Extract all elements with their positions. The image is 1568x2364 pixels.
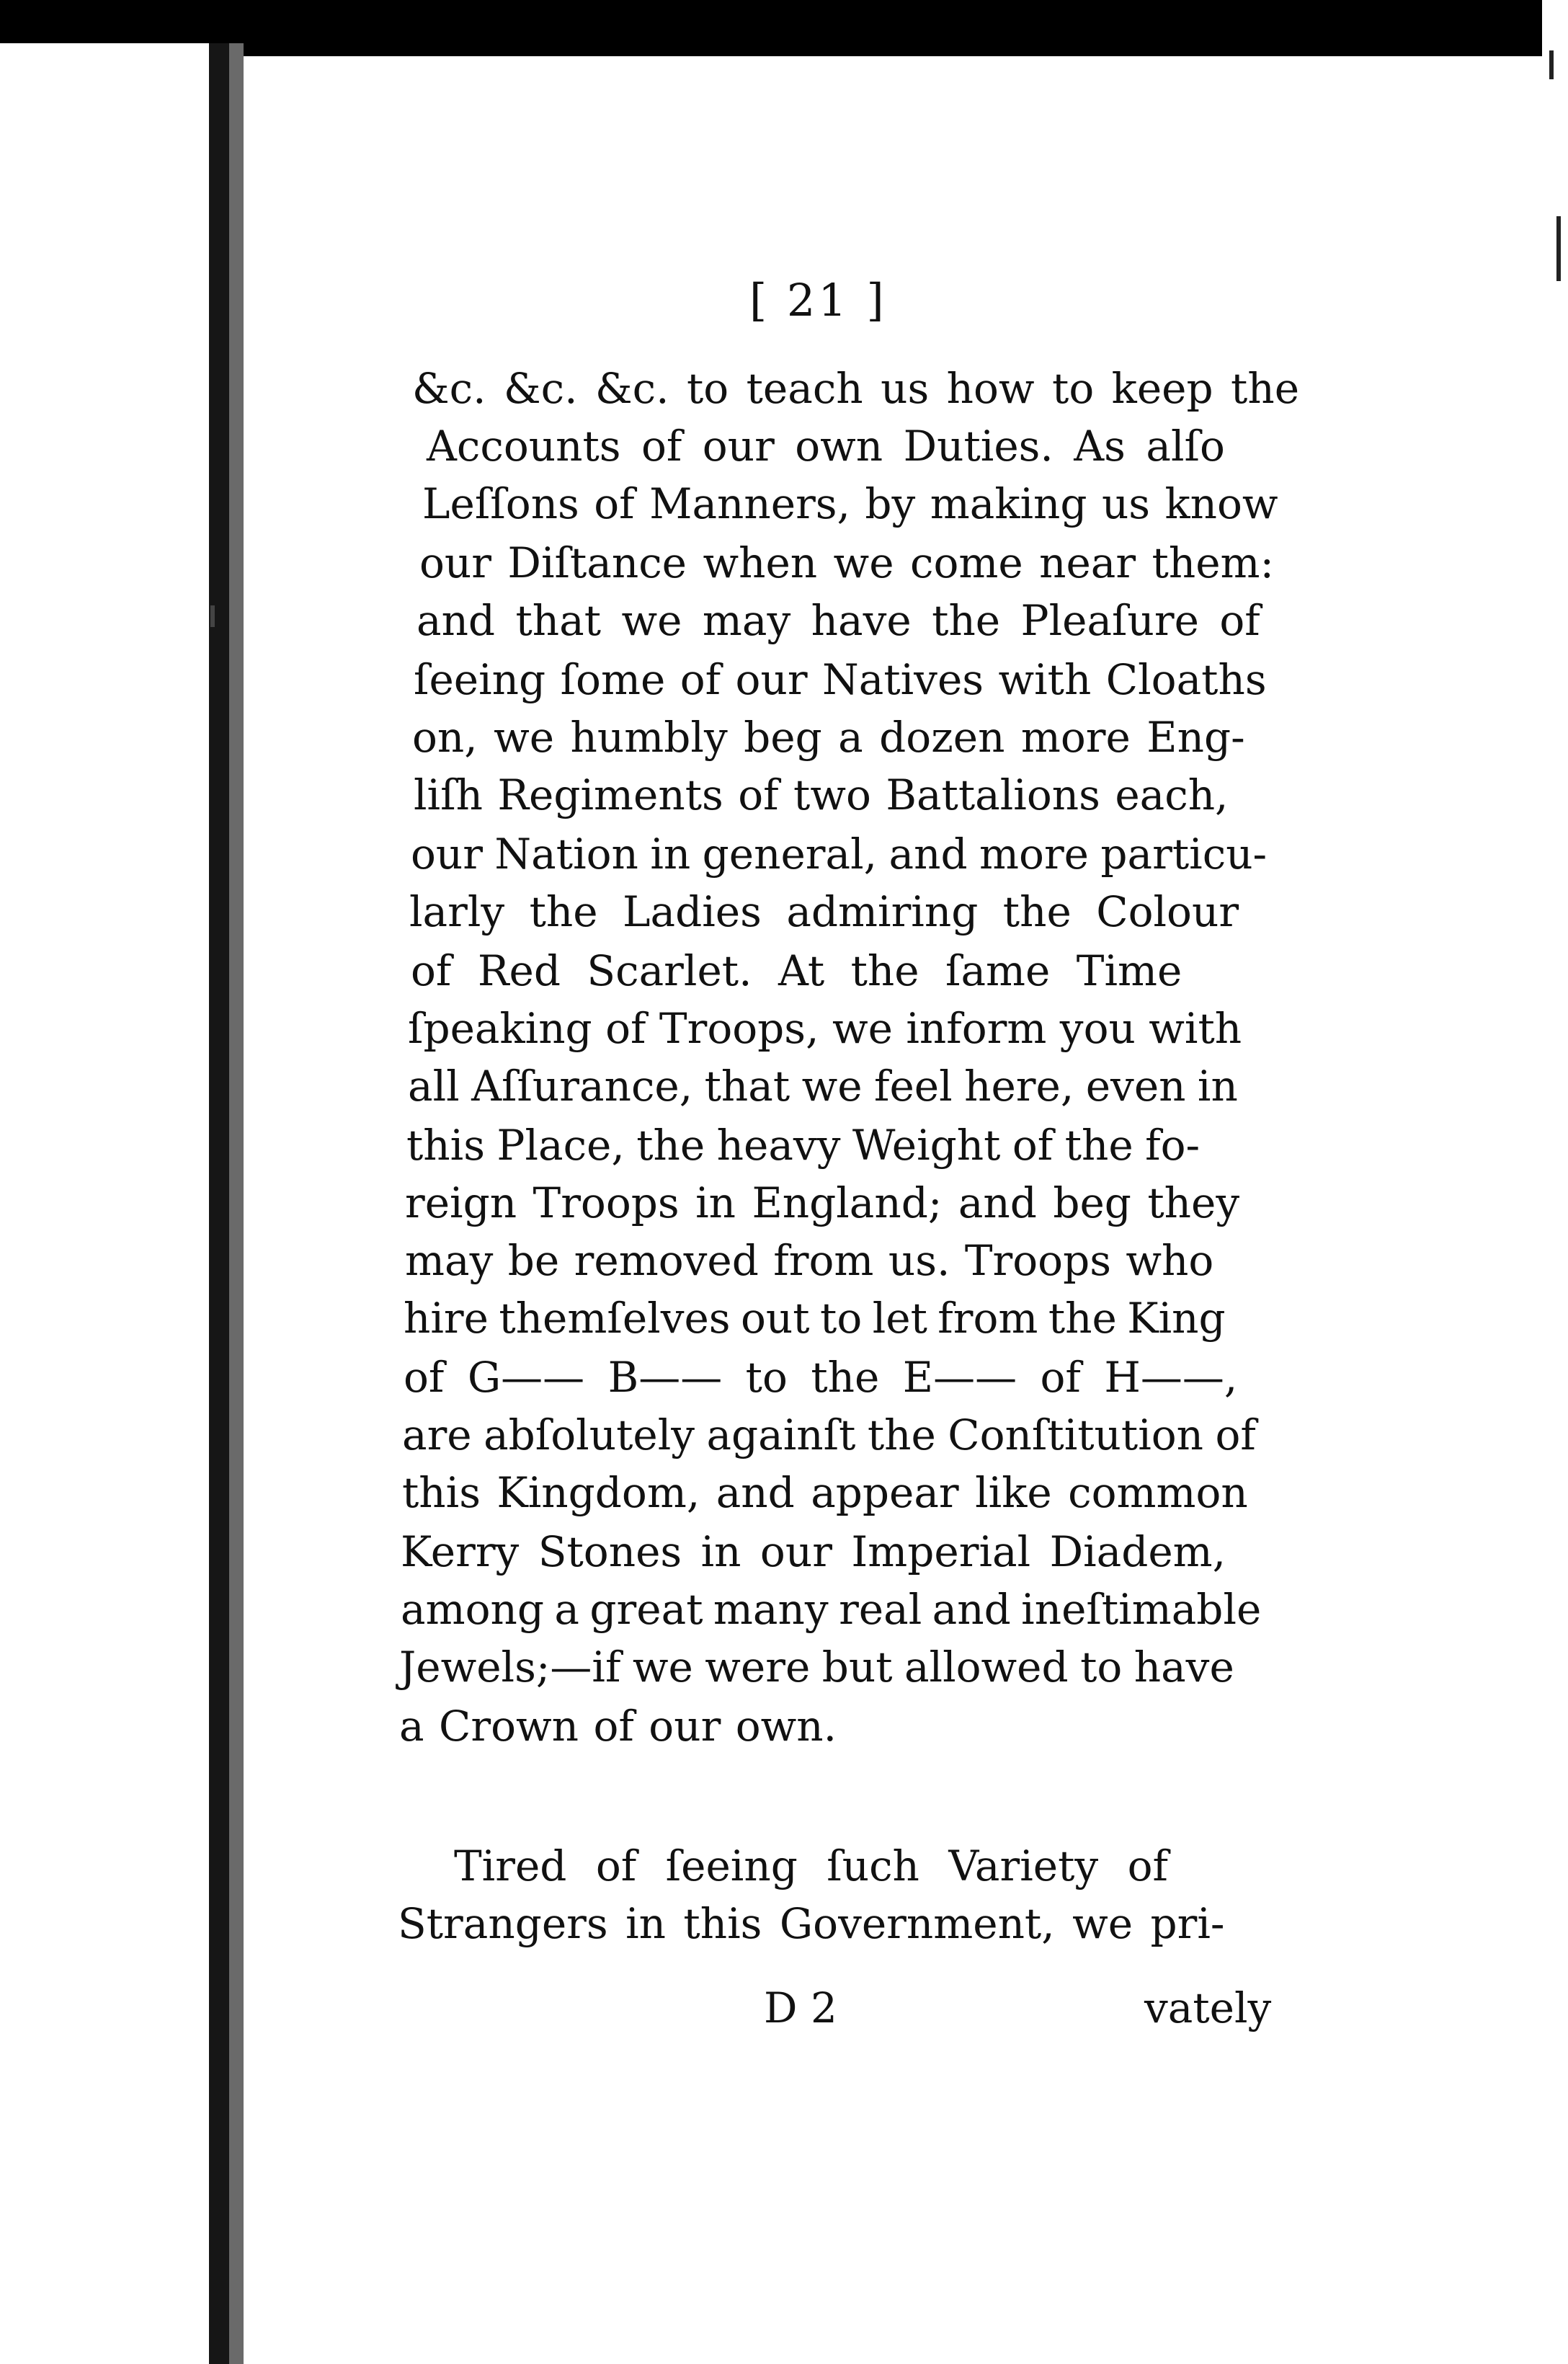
- text-line: hire themſelves out to let from the King: [404, 1294, 1226, 1343]
- text-line: and that we may have the Pleaſure of: [416, 596, 1260, 645]
- text-line: may be removed from us. Troops who: [405, 1236, 1214, 1285]
- text-line: all Aſſurance, that we feel here, even in: [408, 1062, 1238, 1111]
- text-line: a Crown of our own.: [399, 1702, 837, 1751]
- text-line: are abſolutely againſt the Conſtitution of: [402, 1410, 1256, 1459]
- text-line: of Red Scarlet. At the ſame Time: [411, 946, 1182, 995]
- page-number: [ 21 ]: [749, 274, 887, 326]
- signature-mark: D 2: [764, 1983, 837, 2032]
- text-line: larly the Ladies admiring the Colour: [409, 887, 1239, 936]
- text-line: Tired of ſeeing ſuch Variety of: [454, 1841, 1168, 1890]
- text-line: ſeeing ſome of our Natives with Cloaths: [414, 655, 1267, 704]
- text-line: &c. &c. &c. to teach us how to keep the: [412, 364, 1300, 413]
- text-line: this Place, the heavy Weight of the fo-: [406, 1121, 1200, 1170]
- text-line: our Nation in general, and more particu-: [411, 830, 1268, 879]
- text-line: Accounts of our own Duties. As alſo: [427, 422, 1225, 471]
- text-line: this Kingdom, and appear like common: [402, 1468, 1248, 1517]
- text-line: among a great many real and ineſtimable: [401, 1585, 1262, 1634]
- text-line: our Diſtance when we come near them:: [419, 538, 1275, 587]
- text-line: Jewels;—if we were but allowed to have: [399, 1643, 1234, 1692]
- text-line: Strangers in this Government, we pri-: [398, 1899, 1225, 1948]
- catchword: vately: [1144, 1983, 1272, 2032]
- text-line: Leſſons of Manners, by making us know: [422, 479, 1278, 528]
- text-line: liſh Regiments of two Battalions each,: [414, 770, 1229, 819]
- text-line: reign Troops in England; and beg they: [405, 1178, 1240, 1227]
- text-line: on, we humbly beg a dozen more Eng-: [412, 713, 1245, 762]
- text-line: ſpeaking of Troops, we inform you with: [408, 1004, 1242, 1053]
- text-line: of G—— B—— to the E—— of H——,: [404, 1353, 1238, 1402]
- text-line: Kerry Stones in our Imperial Diadem,: [401, 1527, 1226, 1576]
